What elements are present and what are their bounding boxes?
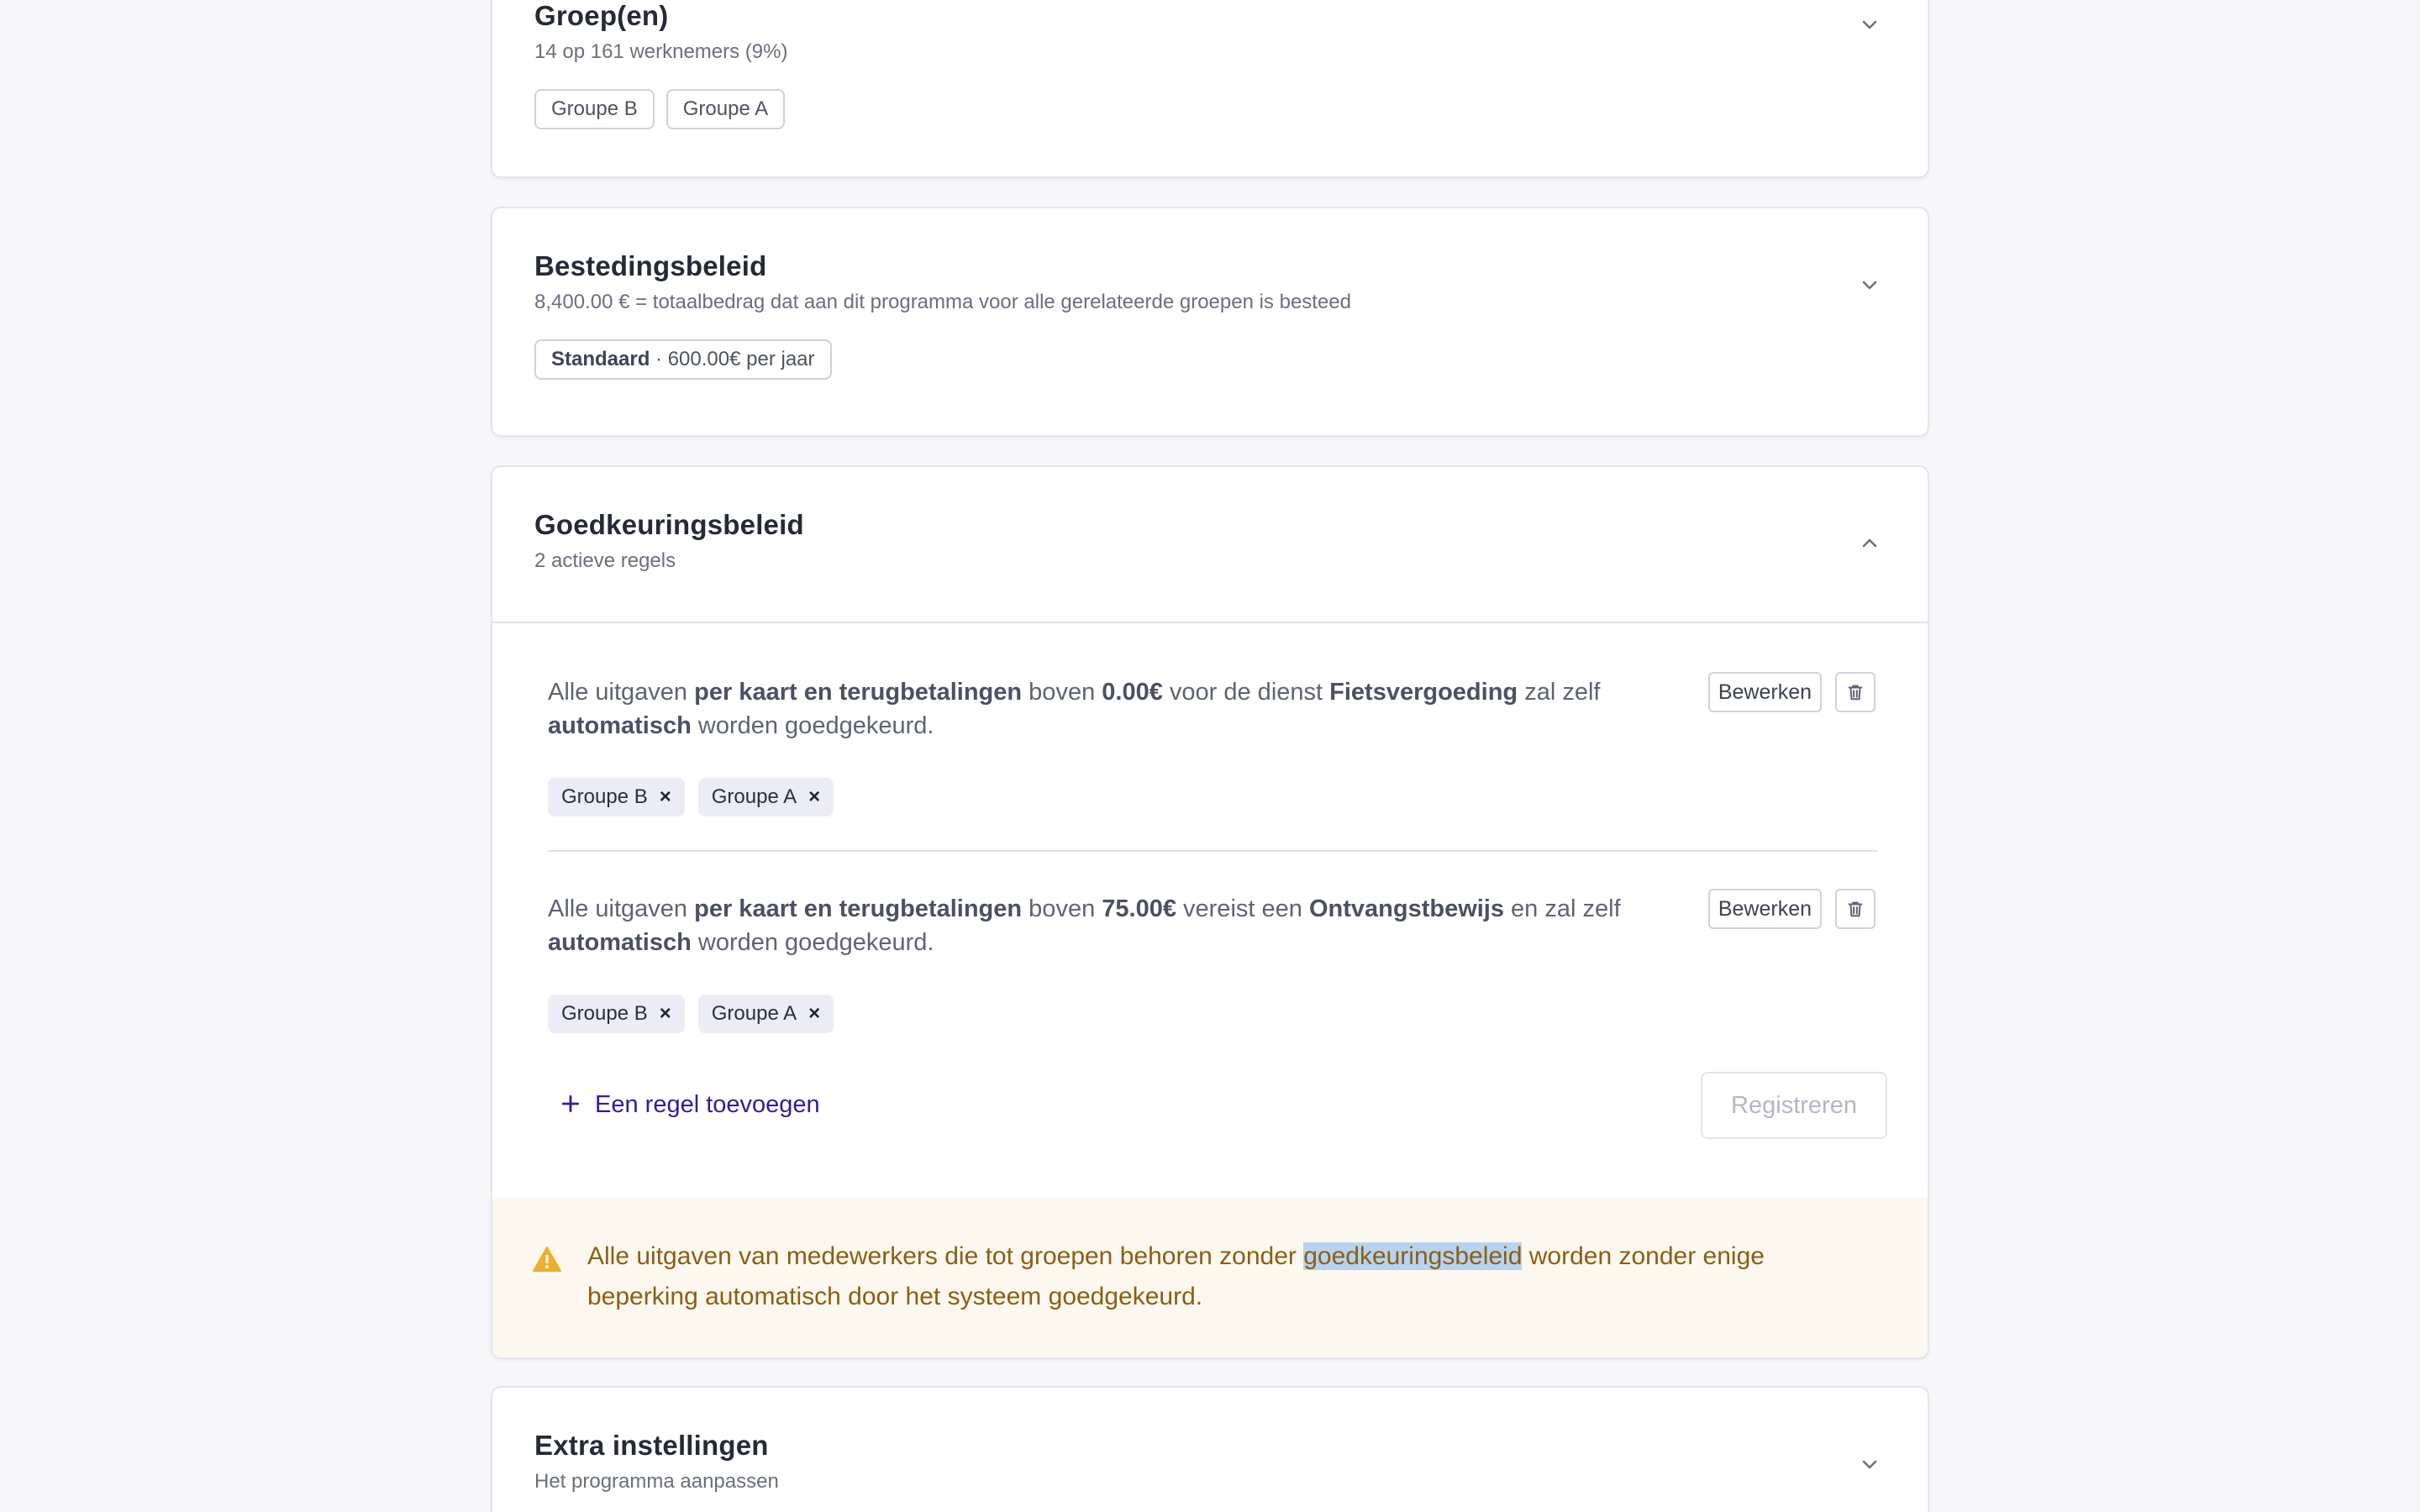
groups-card [491,0,1929,178]
warning-banner [492,1198,1928,1359]
group-chip: Groupe A [666,89,785,129]
spending-policy-header[interactable] [492,208,1928,380]
approval-rule-text: Alle uitgaven per kaart en terugbetalingen boven 0.00€ voor de dienst Fietsvergoeding zal zelf automatisch worden goedgekeurd. [548,679,1601,739]
approval-rule-actions [1708,889,1876,929]
edit-rule-button[interactable]: Bewerken [1708,672,1822,712]
spending-policy-title: Bestedingsbeleid [534,250,767,281]
extra-settings-subtitle: Het programma aanpassen [534,1470,779,1493]
spending-chip-list [534,339,1886,380]
approval-rule-text: Alle uitgaven per kaart en terugbetalingen boven 75.00€ vereist een Ontvangstbewijs en zal zelf automatisch worden goedgekeurd. [548,895,1621,956]
spending-policy-card [491,207,1929,437]
register-button[interactable]: Registreren [1701,1072,1887,1139]
approval-rule [548,892,1876,1033]
chevron-down-icon[interactable] [1859,274,1881,296]
spending-policy-chip-amount: · 600.00€ per jaar [650,348,815,370]
delete-rule-button[interactable] [1835,672,1876,712]
approval-rule-tags [548,995,1876,1033]
trash-icon [1846,683,1865,701]
trash-icon [1846,900,1865,918]
delete-rule-button[interactable] [1835,889,1876,929]
chevron-down-icon[interactable] [1859,13,1881,35]
approval-rule [548,675,1876,816]
edit-rule-button[interactable]: Bewerken [1708,889,1822,929]
spending-policy-chip-name: Standaard [551,348,650,370]
spending-policy-subtitle: 8,400.00 € = totaalbedrag dat aan dit programma voor alle gerelateerde groepen is besteed [534,291,1351,313]
groups-title: Groep(en) [534,0,669,31]
remove-tag-button[interactable]: × [659,785,671,808]
remove-tag-button[interactable]: × [808,785,821,808]
selected-text: goedkeuringsbeleid [1303,1242,1523,1270]
extra-settings-title: Extra instellingen [534,1430,769,1461]
remove-tag-button[interactable]: × [659,1002,671,1025]
spending-policy-chip [534,339,832,380]
group-tag: Groupe B × [548,778,685,816]
group-tag: Groupe A × [698,995,834,1033]
rule-divider [548,850,1877,852]
group-tag: Groupe A × [698,778,834,816]
warning-text: Alle uitgaven van medewerkers die tot groepen behoren zonder goedkeuringsbeleid worden zonder enige beperking automatisch door het systeem goedgekeurd. [587,1242,1765,1310]
extra-settings-header[interactable] [492,1388,1928,1494]
chevron-up-icon[interactable] [1859,533,1881,554]
approval-policy-header[interactable] [492,467,1928,623]
groups-subtitle: 14 op 161 werknemers (9%) [534,40,788,63]
approval-policy-subtitle: 2 actieve regels [534,549,676,572]
add-rule-label: Een regel toevoegen [595,1090,820,1118]
remove-tag-button[interactable]: × [808,1002,821,1025]
group-tag: Groupe B × [548,995,685,1033]
groups-header[interactable] [492,0,1928,129]
add-rule-button[interactable] [560,1089,820,1121]
chevron-down-icon[interactable] [1859,1453,1881,1475]
group-chip: Groupe B [534,89,655,129]
approval-policy-title: Goedkeuringsbeleid [534,509,804,540]
warning-triangle-icon [533,1247,561,1272]
approval-rule-actions [1708,672,1876,712]
approval-rule-tags [548,778,1876,816]
plus-icon [560,1089,581,1121]
approval-policy-card [491,465,1929,1359]
groups-chip-list [534,89,1886,129]
extra-settings-card [491,1386,1929,1512]
